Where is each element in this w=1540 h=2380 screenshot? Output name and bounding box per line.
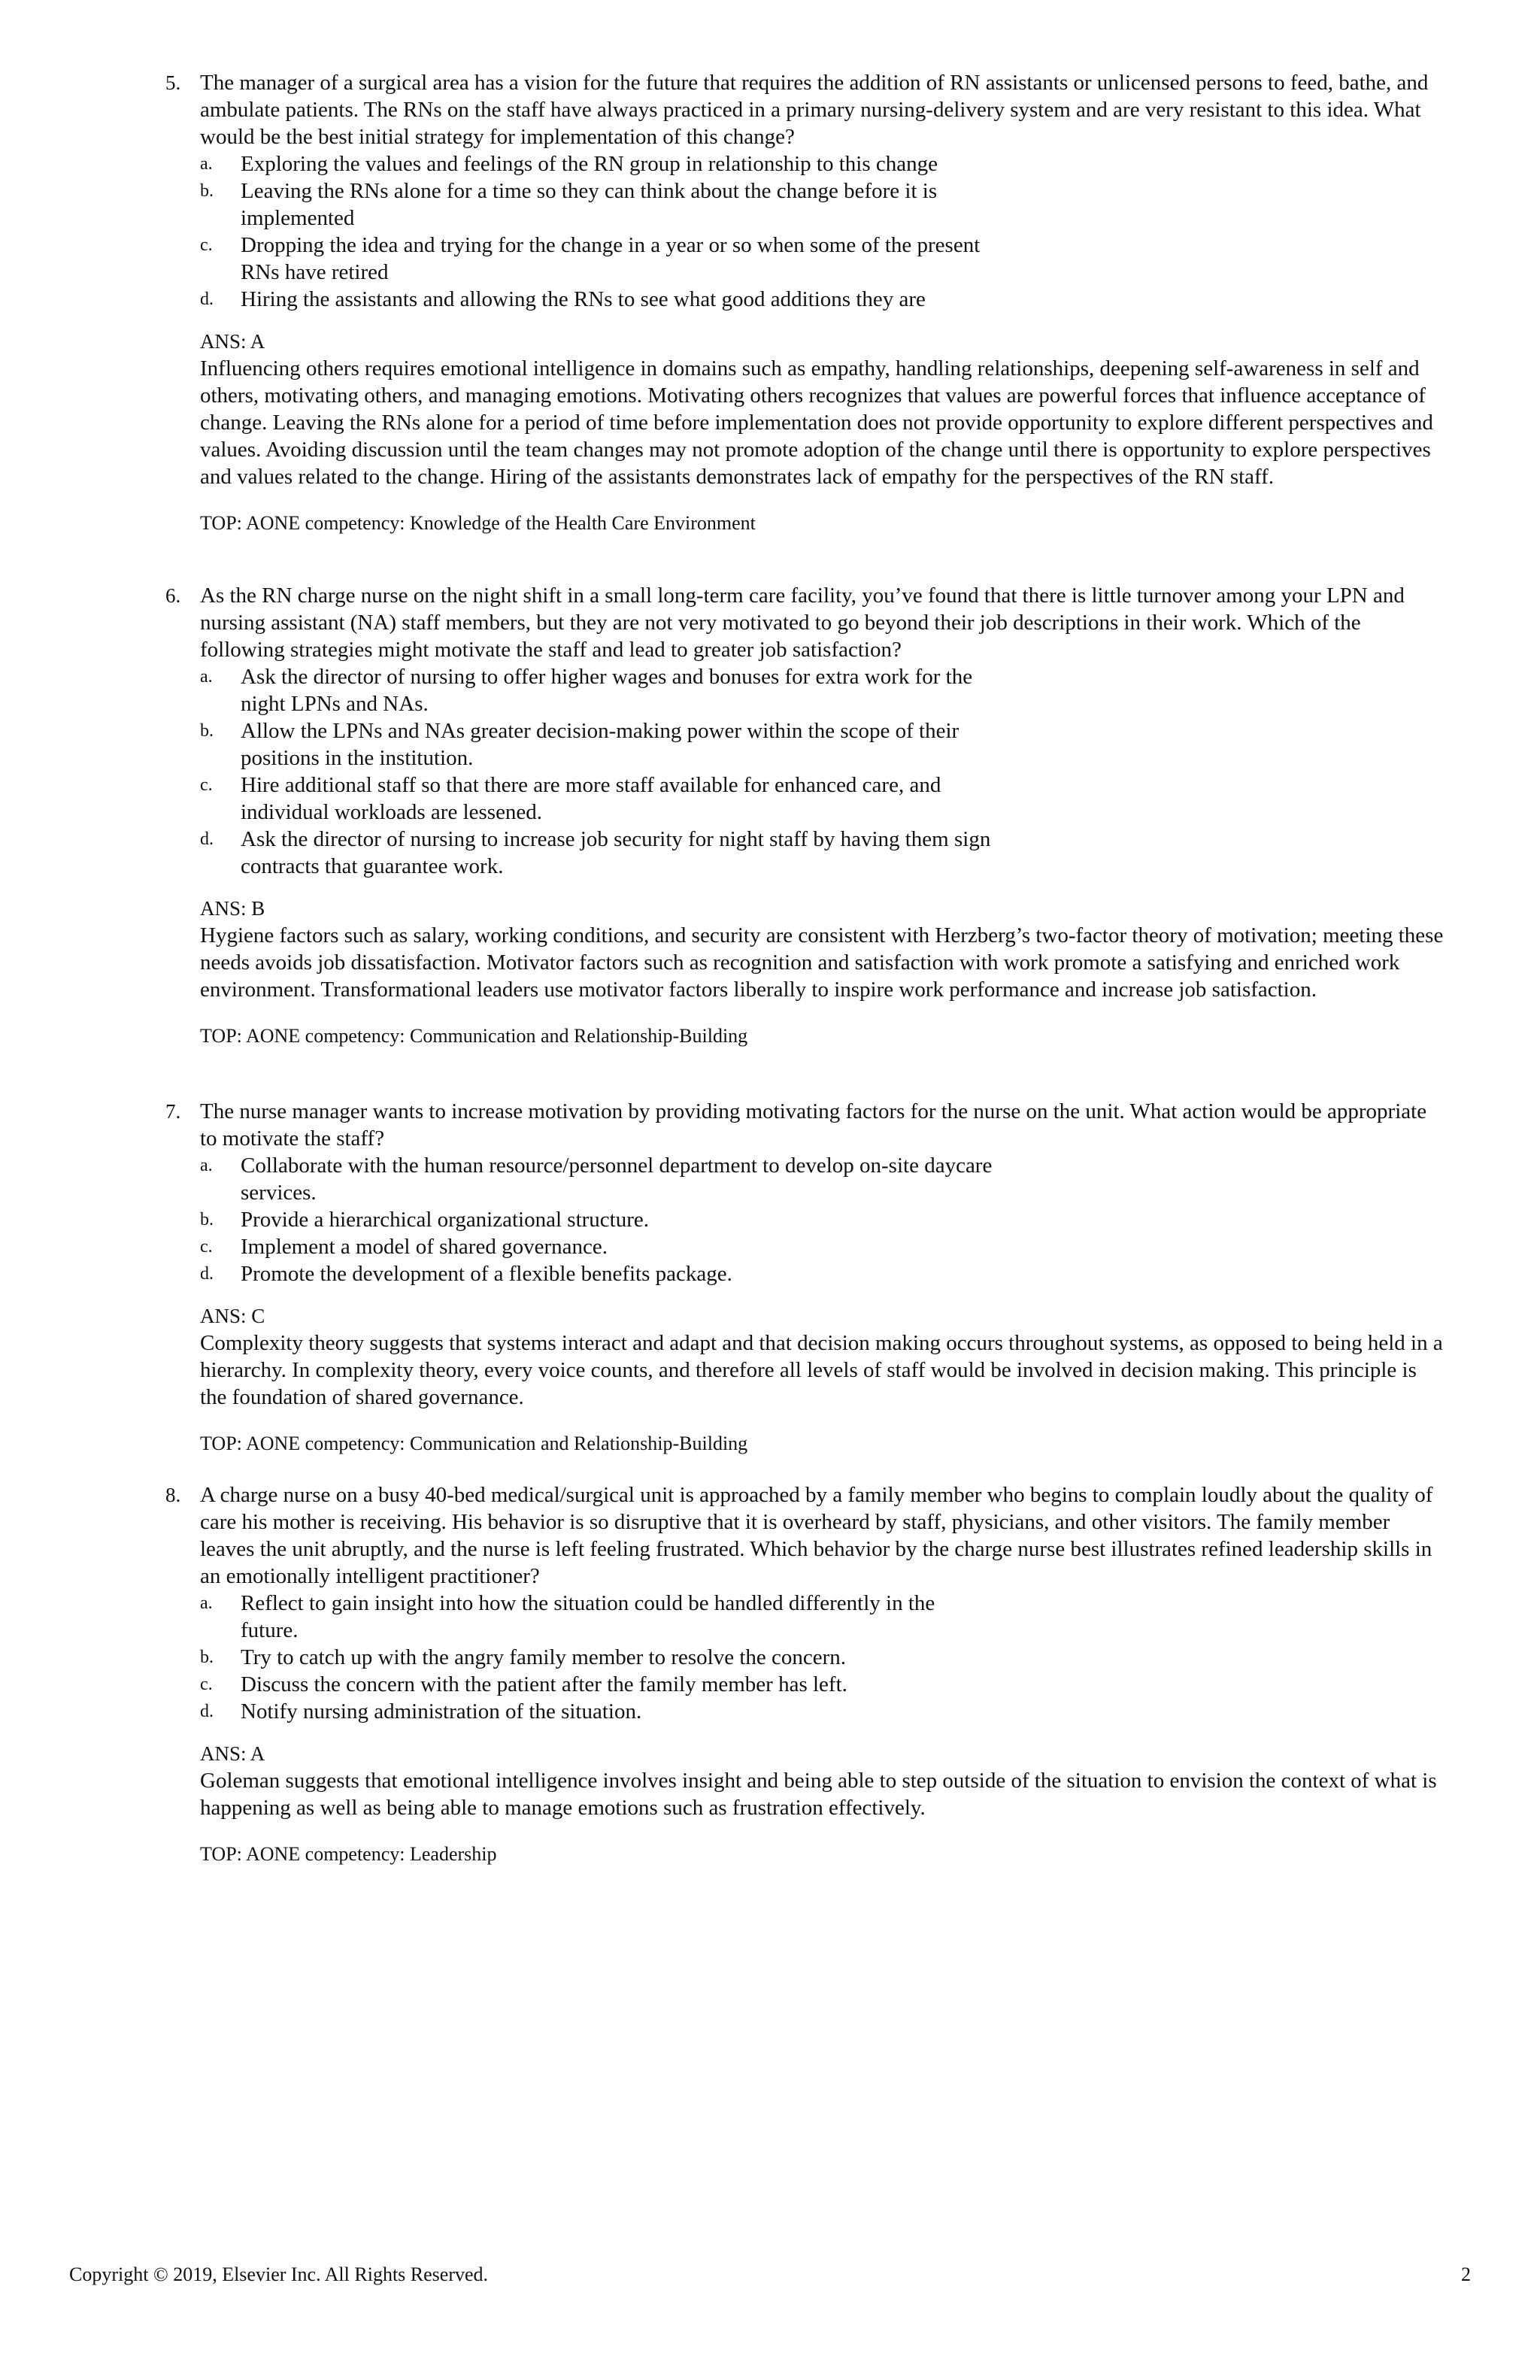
answer-option-c — [200, 232, 997, 286]
answer-key: ANS: A — [200, 330, 265, 353]
option-letter: c. — [200, 235, 213, 255]
question-stem: As the RN charge nurse on the night shift in a small long-term care facility, you’ve found that there is little turnover among your LPN and nursing assistant (NA) staff members, but they are not very motivated to go beyond their job descriptions in their work. Which of the following strategies might motivate the staff and lead to greater job satisfaction? — [200, 584, 1405, 662]
option-text: Notify nursing administration of the situation. — [241, 1699, 642, 1724]
option-text: Implement a model of shared governance. — [241, 1235, 608, 1259]
option-text: Allow the LPNs and NAs greater decision-making power within the scope of their positions in the institution. — [241, 719, 959, 770]
rationale: Influencing others requires emotional intelligence in domains such as empathy, handling relationships, deepening self-awareness in self and others, motivating others, and managing emotions. Motivating others recognizes that values are powerful forces that influence acceptance of change. Leaving the RNs alone for a period of time before implementation does not provide opportunity to explore different perspectives and values. Avoiding discussion until the team changes may not promote adoption of the change until there is opportunity to explore perspectives and values related to the change. Hiring of the assistants demonstrates lack of empathy for the perspectives of the RN staff. — [200, 356, 1433, 489]
page-number: 2 — [1461, 2263, 1471, 2285]
answer-option-d — [200, 1260, 997, 1287]
option-letter: a. — [200, 667, 213, 687]
answer-option-b — [200, 177, 997, 232]
answer-key: ANS: C — [200, 1305, 265, 1327]
option-text: Discuss the concern with the patient after the family member has left. — [241, 1672, 847, 1696]
topic-line: TOP: AONE competency: Leadership — [200, 1843, 497, 1865]
option-letter: d. — [200, 829, 214, 849]
answer-options — [200, 1590, 997, 1725]
question-number: 5. — [165, 71, 181, 94]
option-text: Leaving the RNs alone for a time so they can think about the change before it is implemented — [241, 179, 938, 230]
answer-option-d — [200, 286, 997, 313]
option-text: Ask the director of nursing to increase job security for night staff by having them sign contracts that guarantee work. — [241, 827, 991, 878]
answer-option-a — [200, 1590, 997, 1644]
question-stem: The manager of a surgical area has a vision for the future that requires the addition of RN assistants or unlicensed persons to feed, bathe, and ambulate patients. The RNs on the staff have always practiced in a primary nursing-delivery system and are very resistant to this idea. What would be the best initial strategy for implementation of this change? — [200, 71, 1429, 149]
option-text: Reflect to gain insight into how the situation could be handled differently in the future. — [241, 1591, 935, 1642]
answer-option-a — [200, 1152, 997, 1206]
answer-option-d — [200, 1698, 997, 1725]
option-text: Collaborate with the human resource/personnel department to develop on-site daycare services. — [241, 1154, 993, 1205]
answer-option-b — [200, 1206, 997, 1233]
option-letter: b. — [200, 1648, 214, 1667]
answer-key: ANS: A — [200, 1742, 265, 1765]
option-letter: d. — [200, 1264, 214, 1284]
option-text: Hire additional staff so that there are more staff available for enhanced care, and individual workloads are lessened. — [241, 773, 941, 824]
option-letter: c. — [200, 775, 213, 795]
answer-options — [200, 1152, 997, 1287]
answer-option-d — [200, 826, 997, 880]
answer-option-c — [200, 772, 997, 826]
option-text: Ask the director of nursing to offer higher wages and bonuses for extra work for the night LPNs and NAs. — [241, 665, 973, 716]
option-text: Provide a hierarchical organizational structure. — [241, 1208, 649, 1232]
option-letter: b. — [200, 1210, 214, 1229]
option-letter: d. — [200, 290, 214, 309]
answer-option-c — [200, 1233, 997, 1260]
option-letter: a. — [200, 154, 213, 174]
answer-option-b — [200, 1644, 997, 1671]
question-8 — [165, 1481, 1444, 1868]
option-text: Promote the development of a flexible benefits package. — [241, 1262, 732, 1286]
topic-line: TOP: AONE competency: Communication and Relationship-Building — [200, 1433, 748, 1454]
answer-option-b — [200, 717, 997, 772]
answer-option-a — [200, 663, 997, 717]
option-text: Try to catch up with the angry family member to resolve the concern. — [241, 1645, 847, 1669]
option-text: Hiring the assistants and allowing the RNs to see what good additions they are — [241, 287, 926, 311]
question-5 — [165, 69, 1444, 537]
answer-option-a — [200, 150, 997, 177]
topic-line: TOP: AONE competency: Knowledge of the Health Care Environment — [200, 512, 756, 534]
option-text: Dropping the idea and trying for the change in a year or so when some of the present RNs have retired — [241, 233, 981, 284]
answer-option-c — [200, 1671, 997, 1698]
option-letter: b. — [200, 721, 214, 741]
answer-options — [200, 150, 997, 313]
option-letter: c. — [200, 1237, 213, 1257]
question-number: 7. — [165, 1100, 181, 1123]
question-6 — [165, 582, 1444, 1050]
topic-line: TOP: AONE competency: Communication and Relationship-Building — [200, 1025, 748, 1047]
question-stem: A charge nurse on a busy 40-bed medical/surgical unit is approached by a family member who begins to complain loudly about the quality of care his mother is receiving. His behavior is so disruptive that it is overheard by staff, physicians, and other visitors. The family member leaves the unit abruptly, and the nurse is left feeling frustrated. Which behavior by the charge nurse best illustrates refined leadership skills in an emotionally intelligent practitioner? — [200, 1483, 1433, 1588]
option-letter: b. — [200, 181, 214, 201]
option-letter: d. — [200, 1702, 214, 1721]
option-letter: a. — [200, 1593, 213, 1613]
option-letter: a. — [200, 1156, 213, 1175]
copyright-notice: Copyright © 2019, Elsevier Inc. All Rights Reserved. — [69, 2263, 489, 2285]
option-text: Exploring the values and feelings of the RN group in relationship to this change — [241, 152, 938, 176]
rationale: Goleman suggests that emotional intelligence involves insight and being able to step outside of the situation to envision the context of what is happening as well as being able to manage emotions such as frustration effectively. — [200, 1769, 1437, 1820]
answer-options — [200, 663, 997, 880]
question-number: 6. — [165, 584, 181, 607]
question-7 — [165, 1098, 1444, 1457]
question-stem: The nurse manager wants to increase motivation by providing motivating factors for the nurse on the unit. What action would be appropriate to motivate the staff? — [200, 1099, 1427, 1151]
rationale: Complexity theory suggests that systems interact and adapt and that decision making occurs throughout systems, as opposed to being held in a hierarchy. In complexity theory, every voice counts, and therefore all levels of staff would be involved in decision making. This principle is the foundation of shared governance. — [200, 1331, 1443, 1409]
question-number: 8. — [165, 1484, 181, 1506]
option-letter: c. — [200, 1675, 213, 1694]
rationale: Hygiene factors such as salary, working conditions, and security are consistent with Herzberg’s two-factor theory of motivation; meeting these needs avoids job dissatisfaction. Motivator factors such as recognition and satisfaction with work promote a satisfying and enriched work environment. Transformational leaders use motivator factors liberally to inspire work performance and increase job satisfaction. — [200, 923, 1444, 1002]
answer-key: ANS: B — [200, 897, 265, 920]
